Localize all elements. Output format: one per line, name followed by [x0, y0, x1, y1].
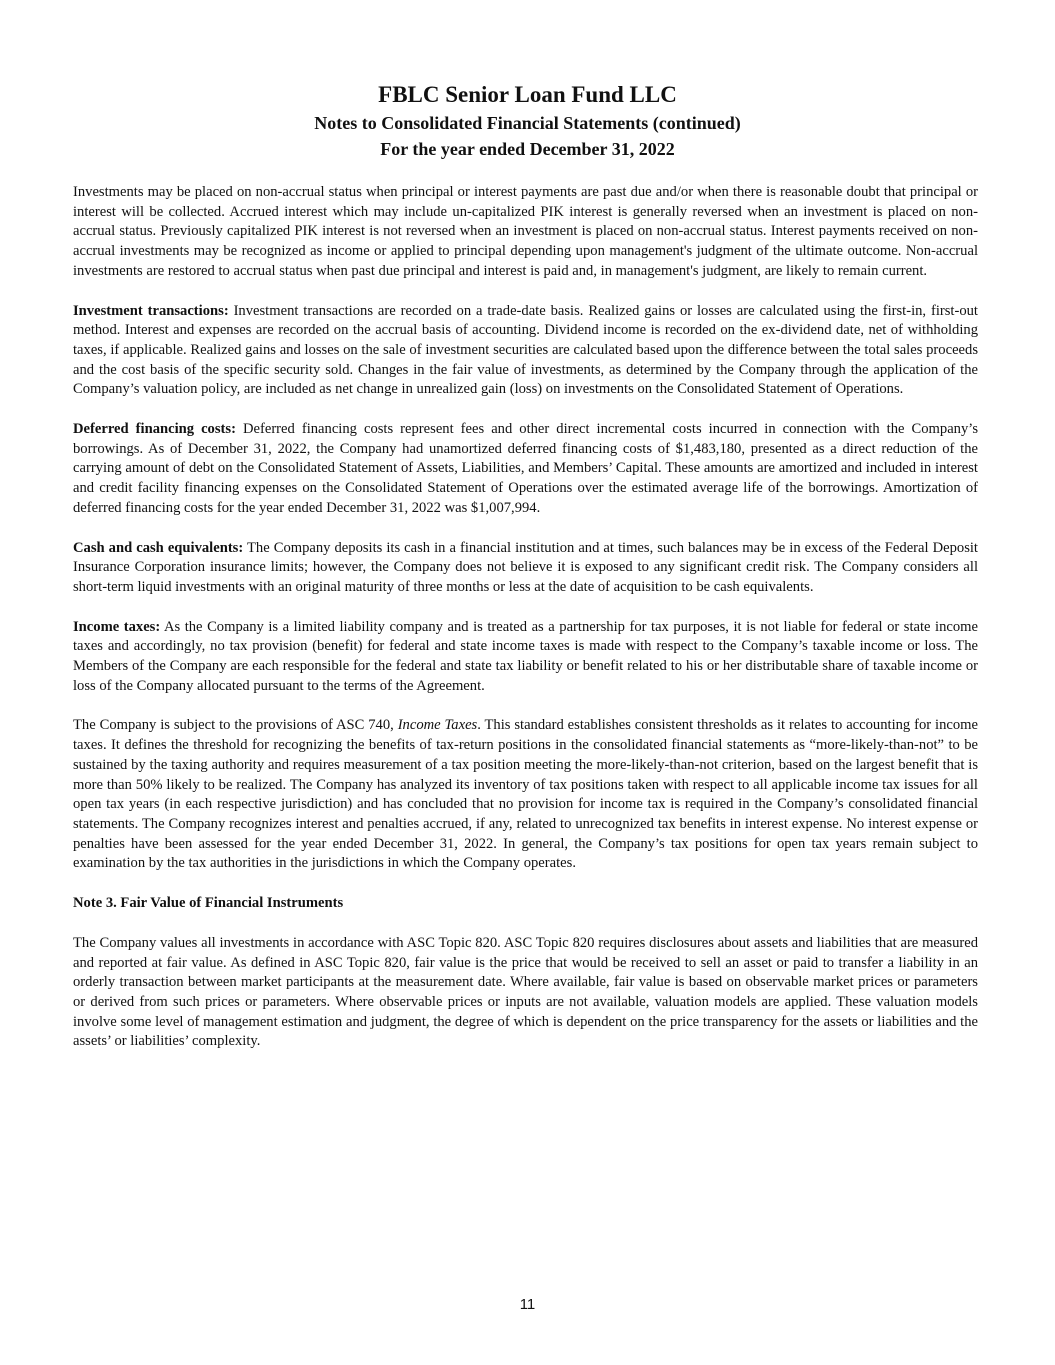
- cash-paragraph: [73, 539, 978, 598]
- investment-transactions-paragraph: [73, 302, 978, 401]
- note3-paragraph: The Company values all investments in accordance with ASC Topic 820. ASC Topic 820 requires disclosures about assets and liabilities that are measured and reported at fair value. As defined in ASC Topic 820, fair value is the price that would be received to sell an asset or paid to transfer a liability in an orderly transaction between market participants at the measurement date. Where available, fair value is based on observable market prices or parameters or derived from such prices or parameters. Where observable prices or inputs are not available, valuation models are applied. These valuation models involve some level of management estimation and judgment, the degree of which is dependent on the price transparency for the assets or liabilities and the assets’ or liabilities’ complexity.: [73, 934, 978, 1050]
- cash-text: The Company deposits its cash in a financial institution and at times, such balances may be in excess of the Federal Deposit Insurance Corporation insurance limits; however, the Company does not believe it is exposed to any significant credit risk. The Company considers all short-term liquid investments with an original maturity of three months or less at the date of acquisition to be cash equivalents.: [73, 539, 978, 595]
- period-title: For the year ended December 31, 2022: [380, 139, 675, 159]
- investment-transactions-label: Investment transactions:: [73, 302, 229, 319]
- investment-transactions-text: Investment transactions are recorded on a trade-date basis. Realized gains or losses are calculated using the first-in, first-out method. Interest and expenses are recorded on the accrual basis of accounting. Dividend income is recorded on the ex-dividend date, net of withholding taxes, if applicable. Realized gains and losses on the sale of investment securities are calculated based upon the difference between the total sales proceeds and the cost basis of the specific security sold. Changes in the fair value of investments, as determined by the Company through the application of the Company’s valuation policy, are included as net change in unrealized gain (loss) on investments on the Consolidated Statement of Operations.: [73, 302, 978, 398]
- deferred-financing-paragraph: [73, 420, 978, 519]
- asc740-italic-title: Income Taxes: [397, 717, 478, 734]
- page-number: 11: [519, 1296, 536, 1313]
- non-accrual-paragraph: Investments may be placed on non-accrual status when principal or interest payments are past due and/or when there is reasonable doubt that principal or interest will be collected. Accrued interest which may include un-capitalized PIK interest is generally reversed when an investment is placed on non-accrual status. Previously capitalized PIK interest is not reversed when an investment is placed on non-accrual status. Interest payments received on non-accrual investments may be recognized as income or applied to principal depending upon management's judgment of the ultimate outcome. Non-accrual investments are restored to accrual status when past due principal and interest is paid and, in management's judgment, are likely to remain current.: [73, 184, 978, 279]
- company-title: FBLC Senior Loan Fund LLC: [378, 82, 677, 107]
- asc740-paragraph: [73, 716, 978, 874]
- note3-heading: Note 3. Fair Value of Financial Instruments: [73, 895, 344, 912]
- deferred-financing-label: Deferred financing costs:: [73, 421, 236, 438]
- deferred-financing-text: Deferred financing costs represent fees and other direct incremental costs incurred in connection with the Company’s borrowings. As of December 31, 2022, the Company had unamortized deferred financing costs of $1,483,180, presented as a direct reduction of the carrying amount of debt on the Consolidated Statement of Assets, Liabilities, and Members’ Capital. These amounts are amortized and included in interest and credit facility financing expenses on the Consolidated Statement of Operations over the estimated average life of the borrowings. Amortization of deferred financing costs for the year ended December 31, 2022 was $1,007,994.: [73, 421, 979, 516]
- statement-subtitle: Notes to Consolidated Financial Statements (continued): [314, 113, 741, 133]
- income-taxes-paragraph: [73, 618, 978, 697]
- asc740-text-after: . This standard establishes consistent thresholds as it relates to accounting for income taxes. It defines the threshold for recognizing the benefits of tax-return positions in the consolidated financial statements as “more-likely-than-not” to be sustained by the taxing authority and requires measurement of a tax position meeting the more-likely-than-not criterion, based on the largest benefit that is more than 50% likely to be realized. The Company has analyzed its inventory of tax positions taken with respect to all applicable income tax issues for all open tax years (in each respective jurisdiction) and has concluded that no provision for income tax is required in the Company’s consolidated financial statements. The Company recognizes interest and penalties accrued, if any, related to unrecognized tax benefits in interest expense. No interest expense or penalties have been assessed for the year ended December 31, 2022. In general, the Company’s tax positions for open tax years remain subject to examination by the tax authorities in the jurisdictions in which the Company operates.: [73, 717, 978, 872]
- cash-label: Cash and cash equivalents:: [73, 539, 244, 556]
- income-taxes-label: Income taxes:: [73, 618, 161, 635]
- asc740-text-before: The Company is subject to the provisions of ASC 740,: [73, 717, 398, 734]
- notes-body: [73, 183, 978, 1072]
- income-taxes-text: As the Company is a limited liability company and is treated as a partnership for tax purposes, it is not liable for federal or state income taxes and accordingly, no tax provision (benefit) for federal and state income taxes is made with respect to the Company’s taxable income or loss. The Members of the Company are each responsible for the federal and state tax liability or benefit related to his or her distributable share of taxable income or loss of the Company allocated pursuant to the terms of the Agreement.: [73, 618, 979, 694]
